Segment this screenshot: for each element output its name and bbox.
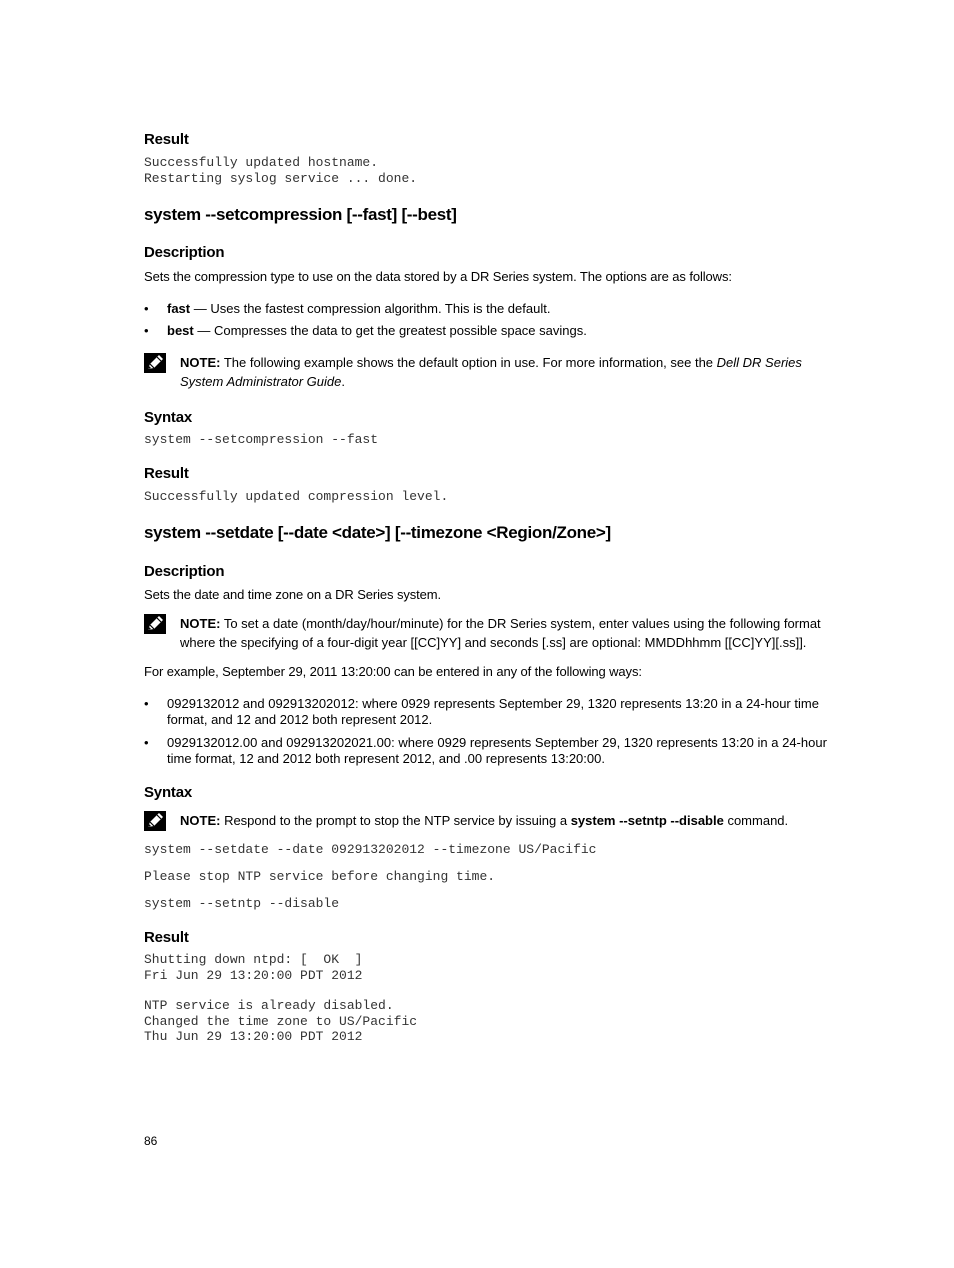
bullet-icon: • [144, 301, 149, 316]
result-line: Fri Jun 29 13:20:00 PDT 2012 [144, 967, 363, 983]
note-text: The following example shows the default option in use. For more information, see the [220, 355, 717, 370]
note-pencil-icon [144, 614, 166, 634]
example-text: 0929132012.00 and 092913202021.00: where 0929 represents September 29, 1320 represents 13:20 in a 24-hour time format, 12 and 2012 both represent 2012, and .00 represents 13:20:00. [167, 735, 827, 766]
result-heading: Result [144, 131, 189, 148]
result-line: Thu Jun 29 13:20:00 PDT 2012 [144, 1029, 363, 1044]
note-command: system --setntp --disable [570, 813, 724, 828]
example-intro: For example, September 29, 2011 13:20:00 can be entered in any of the following ways: [144, 664, 642, 679]
result-output: Successfully updated compression level. [144, 489, 449, 504]
section-title-setcompression: system --setcompression [--fast] [--best] [144, 205, 457, 224]
description-heading: Description [144, 563, 225, 580]
result-output [144, 155, 417, 186]
note-end: command. [723, 813, 789, 828]
syntax-heading: Syntax [144, 409, 192, 426]
note-end: . [341, 374, 345, 389]
option-description: — Uses the fastest compression algorithm. This is the default. [190, 301, 551, 316]
description-text: Sets the compression type to use on the data stored by a DR Series system. The options are as follows: [144, 269, 732, 284]
note-text: To set a date (month/day/hour/minute) for the DR Series system, enter values using the following format where the specifying of a four-digit year [[CC]YY] and seconds [.ss] are optional: MMDDhhmm [[CC]YY][.ss]]. [180, 616, 821, 650]
note-pencil-icon [144, 353, 166, 373]
result-line: Changed the time zone to US/Pacific [144, 1013, 418, 1029]
result-heading: Result [144, 929, 189, 946]
page-number: 86 [144, 1134, 158, 1148]
section-title-setdate: system --setdate [--date <date>] [--timezone <Region/Zone>] [144, 523, 611, 542]
syntax-command: system --setntp --disable [144, 896, 340, 911]
description-text: Sets the date and time zone on a DR Series system. [144, 587, 442, 602]
guide-title: Dell DR Series System Administrator Guide [180, 355, 802, 389]
description-heading: Description [144, 244, 225, 261]
option-term: best [167, 323, 194, 338]
result-line: NTP service is already disabled. [144, 998, 394, 1013]
example-text: 0929132012 and 092913202012: where 0929 represents September 29, 1320 represents 13:20 in a 24-hour time format, and 12 and 2012 both represent 2012. [167, 696, 819, 727]
result-line: Successfully updated hostname. [144, 155, 379, 170]
syntax-heading: Syntax [144, 784, 192, 801]
option-description: — Compresses the data to get the greatest possible space savings. [193, 323, 587, 338]
syntax-command: system --setdate --date 092913202012 --timezone US/Pacific [144, 842, 597, 857]
note-label: NOTE: [180, 813, 221, 828]
bullet-icon: • [144, 323, 149, 338]
result-heading: Result [144, 465, 189, 482]
note-pencil-icon [144, 811, 166, 831]
note-label: NOTE: [180, 355, 221, 370]
note-label: NOTE: [180, 616, 221, 631]
bullet-icon: • [144, 696, 149, 711]
note-text: Respond to the prompt to stop the NTP service by issuing a [220, 813, 571, 828]
result-output [144, 998, 417, 1045]
syntax-command: Please stop NTP service before changing time. [144, 869, 496, 884]
syntax-command: system --setcompression --fast [144, 432, 379, 447]
result-line: Shutting down ntpd: [ OK ] [144, 952, 363, 967]
result-output [144, 952, 362, 983]
result-line: Restarting syslog service ... done. [144, 170, 418, 186]
option-term: fast [167, 301, 191, 316]
bullet-icon: • [144, 735, 149, 750]
